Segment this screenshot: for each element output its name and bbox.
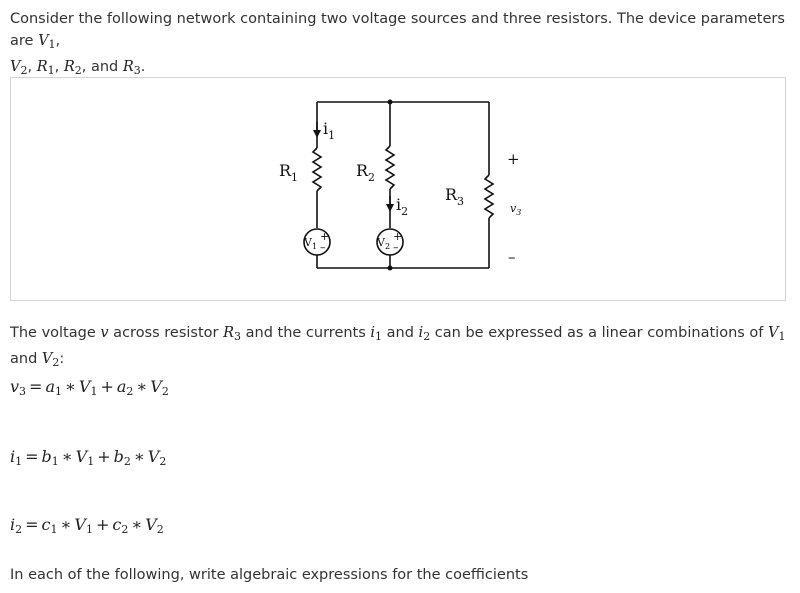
circuit-figure: [10, 77, 786, 301]
equation-v3: $v_3 = a_1$ ∗ $V_1 + a_2$ ∗ $V_2$: [10, 377, 169, 398]
equation-i2: $i_2 = c_1$ ∗ $V_1 + c_2$ ∗ $V_2$: [10, 515, 164, 536]
param-v2: $V_2$: [10, 59, 28, 77]
label-v2-plus: +: [393, 230, 403, 243]
label-v3-minus: –: [508, 248, 516, 266]
label-i2: $i_2$: [396, 195, 409, 218]
param-v1: $V_1$: [38, 33, 56, 51]
node-bottom: [388, 266, 393, 271]
label-v2: $V_2$: [377, 236, 391, 251]
label-v1-plus: +: [320, 230, 330, 243]
param-r2: $R_2$: [63, 59, 82, 77]
label-v1-minus: –: [320, 241, 326, 254]
param-r3: $R_3$: [122, 59, 141, 77]
label-v3-plus: +: [507, 150, 520, 168]
label-v3: $v_3$: [510, 202, 522, 217]
label-v1: $V_1$: [304, 236, 318, 251]
linear-combination-text: The voltage v across resistor $R_3$ and the currents $i_1$ and $i_2$ can be expressed as a linear combinations of $V_1$ and $V_2$:: [10, 325, 786, 369]
label-r2: $R_2$: [356, 161, 376, 184]
label-r3: $R_3$: [445, 185, 465, 208]
resistor-r2: [386, 146, 394, 189]
circuit-diagram: [11, 78, 785, 300]
label-v2-minus: –: [393, 241, 399, 254]
resistor-r1: [313, 148, 321, 191]
resistor-r3: [485, 175, 493, 218]
arrow-i2-head: [386, 204, 394, 212]
label-r1: $R_1$: [279, 161, 299, 184]
label-i1: $i_1$: [323, 119, 336, 142]
intro-paragraph: Consider the following network containing two voltage sources and three resistors. The device parameters are $V_1$, $V_2$, $R_1$, $R_2$, and $R_3$.: [10, 11, 785, 77]
arrow-i1-head: [313, 130, 321, 138]
node-top: [388, 100, 393, 105]
param-r1: $R_1$: [36, 59, 55, 77]
equation-i1: $i_1 = b_1$ ∗ $V_1 + b_2$ ∗ $V_2$: [10, 447, 167, 468]
closing-instruction: In each of the following, write algebraic expressions for the coefficients: [10, 567, 529, 583]
